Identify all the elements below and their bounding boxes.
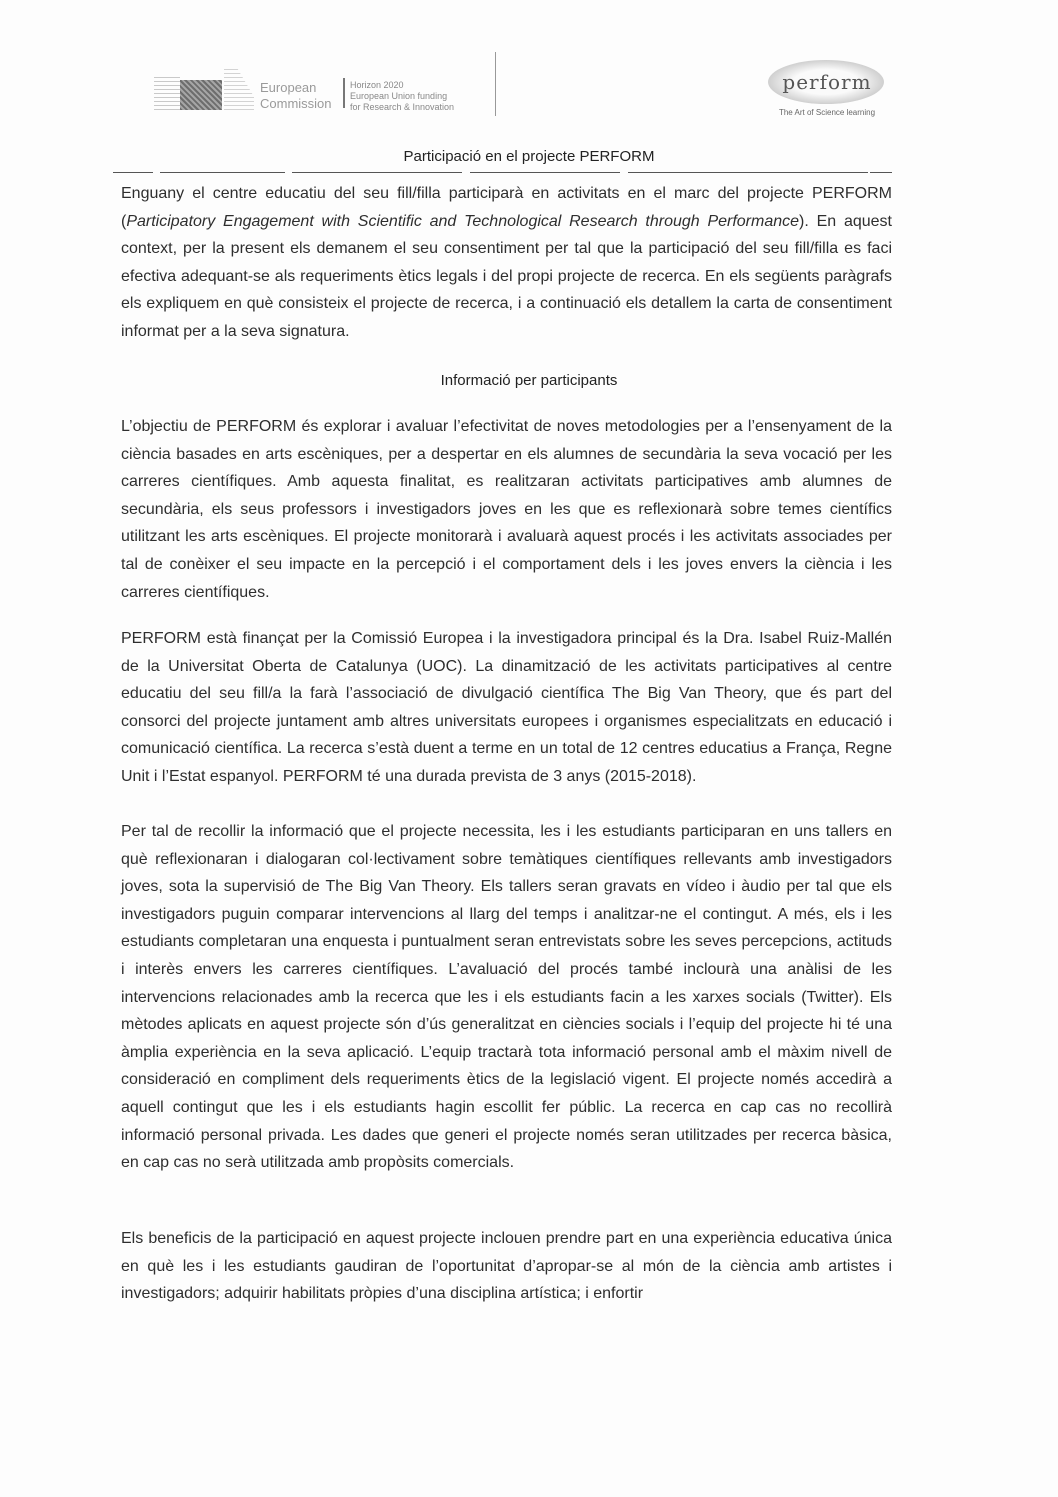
h2020-line-1: Horizon 2020 <box>350 80 404 90</box>
h2020-line-2: European Union funding <box>350 91 448 101</box>
ec-logo-line-1: European <box>260 80 317 95</box>
ec-logo-line-2: Commission <box>260 96 332 111</box>
body-paragraph-methods: Per tal de recollir la informació que el projecte necessita, les i les estudiants participaran en uns tallers en què reflexionaran i dialogaran col·lectivament sobre temàtiques científiques rellevants amb investigadors joves, sota la supervisió de The Big Van Theory. Els tallers seran gravats en vídeo i àudio per tal que els investigadors puguin comparar intervencions al llarg del temps i analitzar-ne el contingut. A més, els i les estudiants completaran una enquesta i puntualment seran entrevistats sobre les seves percepcions, actituds i interès envers les carreres científiques. L’avaluació del procés també inclourà una anàlisi de les intervencions relacionades amb la recerca que les i els estudiants facin a les xarxes socials (Twitter). Els mètodes aplicats en aquest projecte són d’ús generalitzat en ciències socials i l’equip del projecte hi té una àmplia experiència en la seva aplicació. L’equip tractarà tota informació personal amb el màxim nivell de consideració en compliment dels requeriments ètics de la legislació vigent. El projecte només accedirà a aquell contingut que les i els estudiants hagin escollit fer públic. La recerca en cap cas no recollirà informació personal privada. Les dades que generi el projecte només seran utilitzades per recerca bàsica, en cap cas no serà utilitzada amb propòsits comercials. <box>121 823 892 1172</box>
h2020-line-3: for Research & Innovation <box>350 102 455 112</box>
perform-logo <box>764 58 890 122</box>
title-rule-segment <box>160 172 285 173</box>
perform-logo-word: perform <box>782 70 872 94</box>
logo-separator <box>343 78 345 108</box>
ec-building-icon <box>224 66 254 110</box>
eu-flag-icon <box>180 80 222 110</box>
title-rule-segment <box>870 172 892 173</box>
horizon-2020-text <box>350 80 454 113</box>
title-rule-segment <box>628 172 868 173</box>
perform-tagline: The Art of Science learning <box>778 108 876 117</box>
intro-paragraph <box>121 180 892 346</box>
body-paragraph-funding: PERFORM està finançat per la Comissió Europea i la investigadora principal és la Dra. Isabel Ruiz-Mallén de la Universitat Oberta de Catalunya (UOC). La dinamització de les activitats participatives al centre educatiu del seu fill/a la farà l’associació de divulgació científica The Big Van Theory, que és part del consorci del projecte juntament amb altres universitats europees i organismes especialitzats en educació i comunicació científica. La recerca s’està duent a terme en un total de 12 centres educatius a França, Regne Unit i l’Estat espanyol. PERFORM té una durada prevista de 3 anys (2015-2018). <box>121 630 892 785</box>
intro-text-2: ). En aquest context, per la present els demanem el seu consentiment per tal que la participació del seu fill/filla es faci efectiva adequant-se als requeriments ètics legals i del propi projecte de recerca. En els següents paràgrafs els expliquem en què consisteix el projecte de recerca, i a continuació els detallem la carta de consentiment informat per a la seva signatura. <box>121 212 893 340</box>
body-paragraph-benefits: Els beneficis de la participació en aquest projecte inclouen prendre part en una experiència educativa única en què les i les estudiants gaudiran de l’oportunitat d’apropar-se al món de la ciència amb artistes i investigadors; adquirir habilitats pròpies d’una disciplina artística; i enfortir <box>121 1230 892 1303</box>
intro-project-fullname: Participatory Engagement with Scientific and Technological Research through Performance <box>126 212 800 230</box>
section-subtitle: Informació per participants <box>440 372 618 389</box>
ec-logo-lines <box>154 74 180 110</box>
ec-logo-text <box>260 80 332 112</box>
page-header <box>150 58 890 128</box>
body-paragraph-objective: L’objectiu de PERFORM és explorar i avaluar l’efectivitat de noves metodologies per a l’ensenyament de la ciència basades en arts escèniques, per a despertar en els alumnes de secundària la seva vocació per les carreres científiques. Amb aquesta finalitat, es realitzaran activitats participatives amb alumnes de secundària, els seus professors i investigadors joves en les que es reflexionarà sobre temes científics utilitzant les arts escèniques. El projecte monitorarà i avaluarà aquest procés i les activitats associades per tal de conèixer el seu impacte en la percepció i el comportament dels i les joves envers la ciència i les carreres científiques. <box>121 418 892 601</box>
header-divider <box>495 52 496 116</box>
european-commission-logo <box>154 66 254 112</box>
title-rule-segment <box>292 172 462 173</box>
title-rule-segment <box>113 172 153 173</box>
page-title: Participació en el projecte PERFORM <box>403 148 655 165</box>
intro-text-1: Enguany el centre educatiu del seu fill/filla participarà en activitats en el marc del projecte PERFORM ( <box>121 185 892 230</box>
title-rule-segment <box>470 172 620 173</box>
